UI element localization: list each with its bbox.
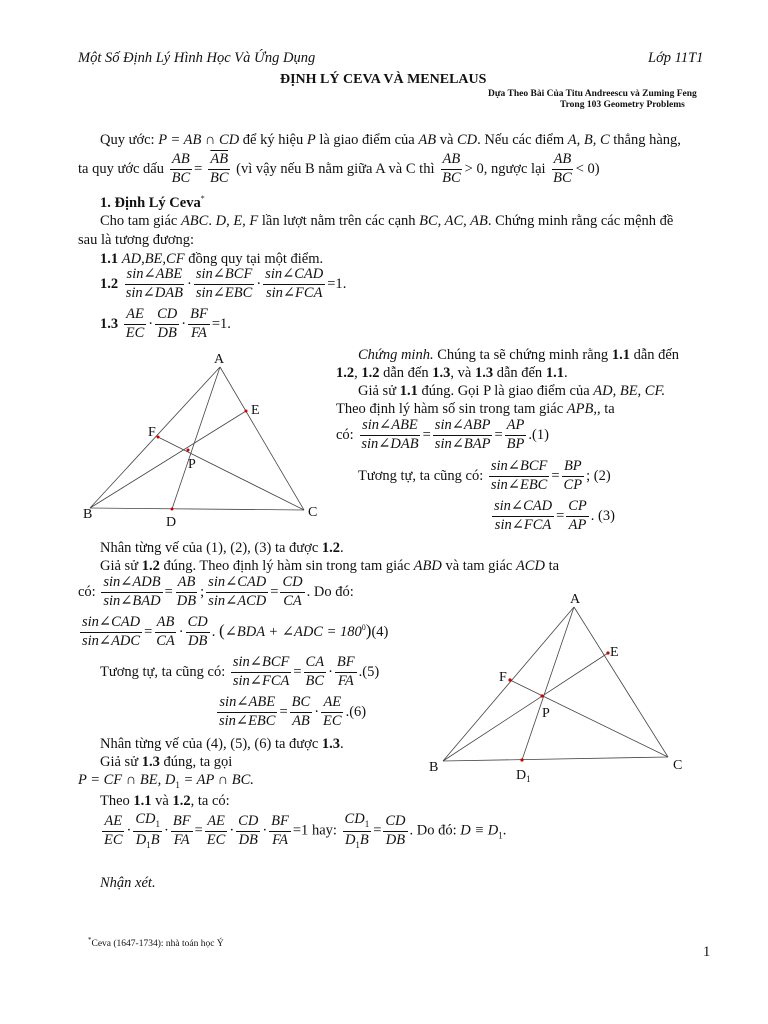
equation-6: $\frac{\text{sin∠ABE}}{\text{sin∠EBC}}$ = $\frac{BC}{AB}$ · $\frac{AE}{EC}$ .(6)	[219, 694, 367, 729]
convention-line-1: Quy ước: P = AB ∩ CD để ký hiệu P là giao điểm của AB và CD. Nếu các điểm A, B, C thẳng hàng,	[100, 132, 681, 148]
equation-4: $\frac{\text{sin∠CAD}}{\text{sin∠ADC}}$ = $\frac{AB}{CA}$ · $\frac{CD}{DB}$ . (∠BDA + ∠ADC = $180^0)(4)$	[82, 614, 389, 649]
equation-3: $\frac{\text{sin∠CAD}}{\text{sin∠FCA}}$ = $\frac{CP}{AP}$ . (3)	[494, 498, 615, 533]
remark: Nhận xét.	[100, 875, 156, 891]
proof-line-2: 1.2, 1.2 dẫn đến 1.3, và 1.3 dẫn đến 1.1.	[336, 365, 568, 381]
item-1-3: 1.3 $\frac{AE}{EC}$ · $\frac{CD}{DB}$ · $\frac{BF}{FA}$ =1.	[100, 306, 231, 341]
equation-1: có: $\frac{\text{sin∠ABE}}{\text{sin∠DAB}}$ = $\frac{\text{sin∠ABP}}{\text{sin∠BAP}}$ = $\frac{AP}{BP}$ .(1)	[336, 417, 549, 452]
fig2-point-d1-label: $D_1$	[516, 768, 531, 784]
proof-line-1: Chứng minh. Chúng ta sẽ chứng minh rằng 1.1 dẫn đến	[358, 347, 680, 363]
running-header-left: Một Số Định Lý Hình Học Và Ứng Dụng	[78, 50, 316, 66]
section-heading: 1. Định Lý Ceva*	[100, 194, 205, 211]
equation-5: Tương tự, ta cũng có: $\frac{\text{sin∠BCF}}{\text{sin∠FCA}}$ = $\frac{CA}{BC}$ · $\frac{BF}{FA}$ .(5)	[100, 654, 380, 689]
equation-final: $\frac{AE}{EC}$ · $\frac{CD_1}{D_1B}$ · $\frac{BF}{FA}$ = $\frac{AE}{EC}$ · $\frac{CD}{DB}$ · $\frac{BF}{FA}$ =1 hay: $\frac{CD_1}{D_1B}$ = $\frac{CD}{DB}$ . Do đó: $D \equiv D_1$.	[104, 811, 507, 850]
fig2-vertex-a-label: A	[570, 592, 581, 607]
item-1-1: 1.1 AD,BE,CF đồng quy tại một điểm.	[100, 251, 324, 267]
fig1-vertex-a-label: A	[214, 352, 225, 367]
page-number: 1	[703, 944, 711, 960]
triangle-figure-2	[420, 585, 700, 785]
proof-line-multiply-2: Nhân từng vế của (4), (5), (6) ta được 1.3.	[100, 736, 344, 752]
item-1-2: 1.2 $\frac{\text{sin∠ABE}}{\text{sin∠DAB}}$ · $\frac{\text{sin∠BCF}}{\text{sin∠EBC}}$ · $\frac{\text{sin∠CAD}}{\text{sin∠FCA}}$ =1.	[100, 266, 347, 301]
equation-2: Tương tự, ta cũng có: $\frac{\text{sin∠BCF}}{\text{sin∠EBC}}$ = $\frac{BP}{CP}$ ; (2)	[358, 458, 611, 493]
fig2-vertex-c-label: C	[673, 758, 683, 773]
fig2-vertex-b-label: B	[429, 760, 439, 775]
fig1-vertex-c-label: C	[308, 505, 318, 520]
fig1-point-f-label: F	[148, 425, 156, 440]
proof-line-multiply-1: Nhân từng vế của (1), (2), (3) ta được 1.2.	[100, 540, 344, 556]
fig1-point-e-label: E	[251, 403, 260, 418]
subtitle-line-2: Trong 103 Geometry Problems	[560, 100, 685, 110]
definition-d1: P = CF ∩ BE, $D_1$ = AP ∩ BC.	[78, 772, 254, 790]
page-title: ĐỊNH LÝ CEVA VÀ MENELAUS	[280, 72, 487, 87]
fig1-point-p-label: P	[188, 457, 196, 472]
proof-line-3: Giả sử 1.1 đúng. Gọi P là giao điểm của AD, BE, CF.	[358, 383, 666, 399]
triangle-figure-1	[80, 350, 340, 530]
subtitle-line-1: Dựa Theo Bài Của Titu Andreescu và Zuming Feng	[488, 89, 697, 99]
problem-statement-1: Cho tam giác ABC. D, E, F lần lượt nằm trên các cạnh BC, AC, AB. Chứng minh rằng các mệnh đề	[100, 213, 674, 229]
fig2-point-p-label: P	[542, 706, 550, 721]
problem-statement-2: sau là tương đương:	[78, 232, 195, 248]
proof-line-assume-1-2: Giả sử 1.2 đúng. Theo định lý hàm sin trong tam giác ABD và tam giác ACD ta	[100, 558, 560, 574]
fig2-point-f-label: F	[499, 670, 507, 685]
footnote: *Ceva (1647-1734): nhà toán học Ý	[88, 936, 224, 950]
fig1-point-d-label: D	[166, 515, 177, 530]
fig2-point-e-label: E	[610, 645, 619, 660]
fig1-vertex-b-label: B	[83, 507, 93, 522]
proof-line-4: Theo định lý hàm số sin trong tam giác APB,, ta	[336, 401, 615, 417]
running-header-right: Lớp 11T1	[648, 50, 704, 66]
proof-line-assume-1-3: Giả sử 1.3 đúng, ta gọi	[100, 754, 233, 770]
proof-line-theo: Theo 1.1 và 1.2, ta có:	[100, 793, 230, 809]
convention-line-2: ta quy ước dấu $\frac{AB}{BC}$ = $\frac{\overline{AB}}{BC}$ (vì vậy nếu B nằm giữa A và C thì $\frac{AB}{BC}$ > 0, ngược lại $\frac{AB}{BC}$ < 0)	[78, 151, 600, 186]
equation-sin-law: có: $\frac{\text{sin∠ADB}}{\text{sin∠BAD}}$ = $\frac{AB}{DB}$ ; $\frac{\text{sin∠CAD}}{\text{sin∠ACD}}$ = $\frac{CD}{CA}$ . Do đó:	[78, 574, 354, 609]
